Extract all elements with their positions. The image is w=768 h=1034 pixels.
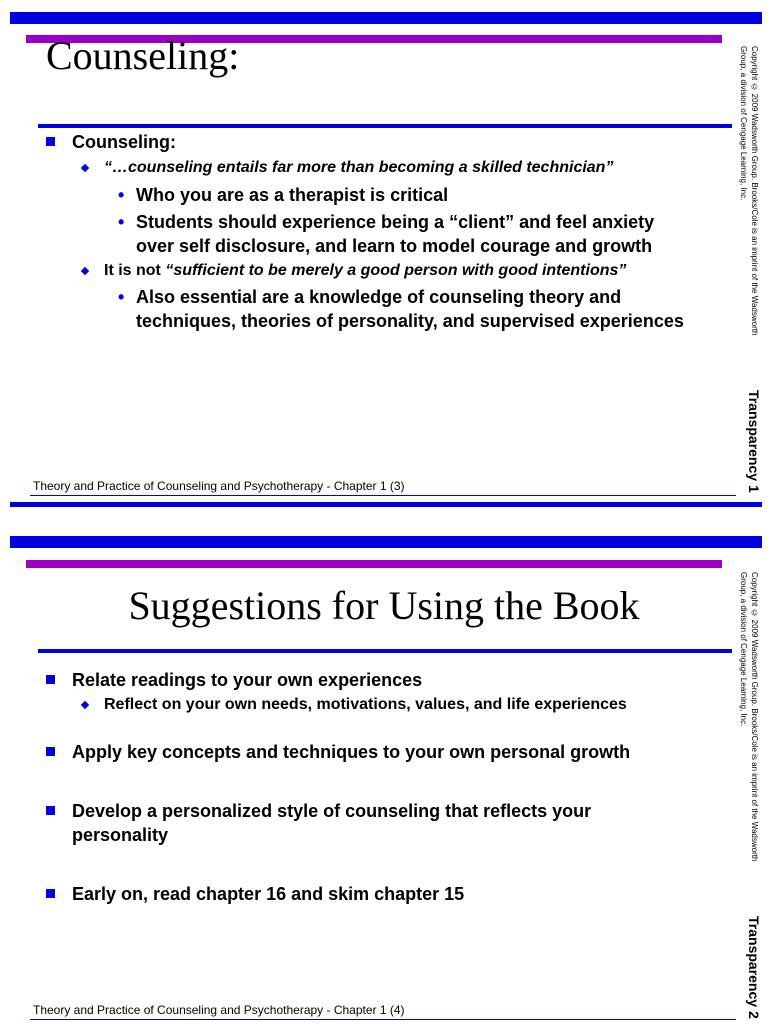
bullet-level1: Develop a personalized style of counseling that reflects your personality xyxy=(38,799,630,847)
top-blue-bar xyxy=(10,536,762,548)
bottom-blue-bar xyxy=(10,502,762,507)
purple-bar xyxy=(26,560,722,568)
square-bullet-icon xyxy=(46,747,55,756)
slide-title: Suggestions for Using the Book xyxy=(128,583,640,628)
square-bullet-icon xyxy=(46,675,55,684)
diamond-bullet-icon xyxy=(81,701,89,709)
slide-2 xyxy=(0,522,768,1034)
copyright-notice: Copyright © 2009 Wadsworth Group. Brooks/Cole is an imprint of the Wadsworth Group, a division of Cengage Learning, Inc. xyxy=(739,46,759,336)
slide-1 xyxy=(0,0,768,512)
slide-footer: Theory and Practice of Counseling and Psychotherapy - Chapter 1 (4) xyxy=(33,1003,405,1017)
square-bullet-icon xyxy=(46,137,55,146)
footer-rule xyxy=(30,495,736,496)
dot-bullet-icon: • xyxy=(118,212,125,232)
bullet-level2: Reflect on your own needs, motivations, values, and life experiences xyxy=(38,694,630,716)
transparency-label: Transparency 1 xyxy=(746,390,762,493)
bullet-level3: • Also essential are a knowledge of counseling theory and techniques, theories of personality, and supervised experiences xyxy=(118,287,684,331)
copyright-notice: Copyright © 2009 Wadsworth Group. Brooks/Cole is an imprint of the Wadsworth Group, a division of Cengage Learning, Inc. xyxy=(739,572,759,862)
top-blue-bar xyxy=(10,12,762,24)
slide-title: Counseling: xyxy=(46,33,240,78)
bullet-level1: Early on, read chapter 16 and skim chapter 15 xyxy=(38,882,630,906)
bullet-level3: • Who you are as a therapist is critical xyxy=(118,185,449,205)
footer-rule xyxy=(30,1019,736,1020)
slide-body xyxy=(38,130,684,333)
bullet-level1: Counseling: xyxy=(38,130,684,154)
slide-body xyxy=(38,668,630,906)
dot-bullet-icon: • xyxy=(118,287,125,307)
bullet-level2: It is not “sufficient to be merely a good person with good intentions” xyxy=(38,260,684,282)
slide-footer: Theory and Practice of Counseling and Psychotherapy - Chapter 1 (3) xyxy=(33,479,405,493)
title-rule xyxy=(38,649,732,653)
diamond-bullet-icon xyxy=(81,164,89,172)
bullet-level1: Apply key concepts and techniques to your own personal growth xyxy=(38,740,630,764)
title-rule xyxy=(38,124,732,128)
square-bullet-icon xyxy=(46,806,55,815)
transparency-label: Transparency 2 xyxy=(746,916,762,1019)
square-bullet-icon xyxy=(46,889,55,898)
bullet-level1: Relate readings to your own experiences xyxy=(38,668,630,692)
dot-bullet-icon: • xyxy=(118,185,125,205)
bullet-level3: • Students should experience being a “client” and feel anxiety over self disclosure, and learn to model courage and growth xyxy=(118,212,655,256)
diamond-bullet-icon xyxy=(81,267,89,275)
bullet-level2: “…counseling entails far more than becoming a skilled technician” xyxy=(38,157,684,179)
